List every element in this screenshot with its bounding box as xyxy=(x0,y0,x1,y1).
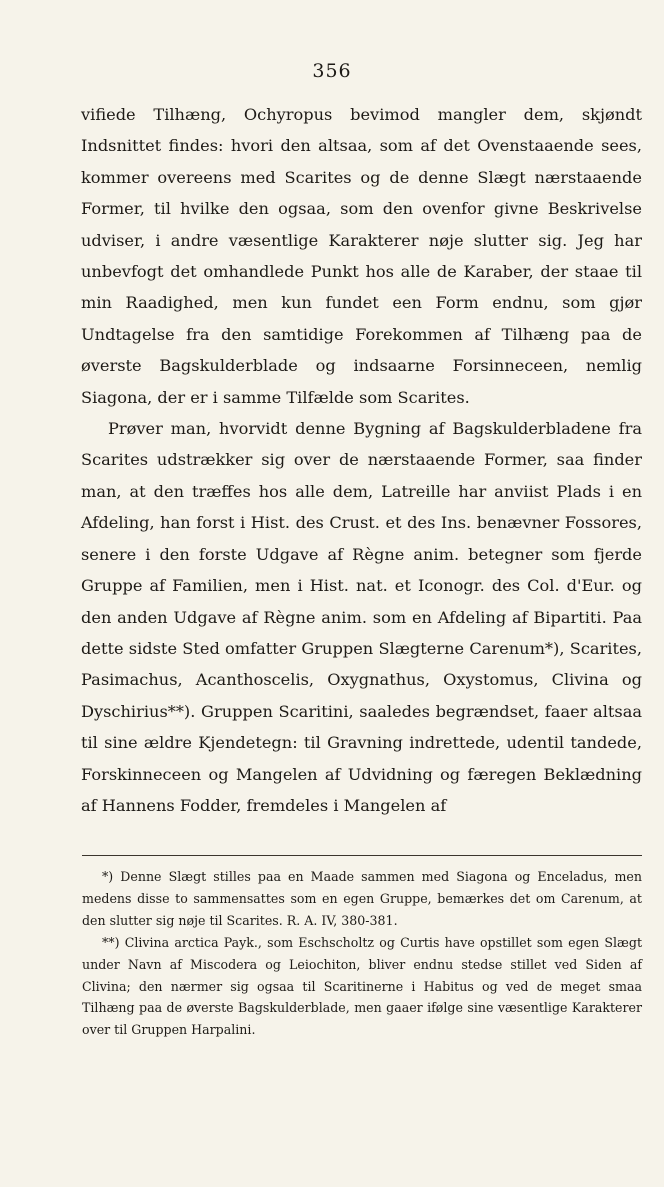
footnote-divider xyxy=(82,855,642,856)
footnotes xyxy=(82,866,642,1041)
body-text xyxy=(81,99,642,821)
paragraph-1: vifiede Tilhæng, Ochyropus bevimod mangler dem, skjøndt Indsnittet findes: hvori den altsaa, som af det Ovenstaaende sees, kommer overeens med Scarites og de denne Slægt nærstaaende Former, til hvilke den ogsaa, som den ovenfor givne Beskrivelse udviser, i andre væsentlige Karakterer nøje slutter sig. Jeg har unbevfogt det omhandlede Punkt hos alle de Karaber, der staae til min Raadighed, men kun fundet een Form endnu, som gjør Undtagelse fra den samtidige Forekommen af Tilhæng paa de øverste Bagskulderblade og indsaarne Forsinneceen, nemlig Siagona, der er i samme Tilfælde som Scarites. xyxy=(81,105,642,407)
paragraph-2: Prøver man, hvorvidt denne Bygning af Bagskulderbladene fra Scarites udstrækker sig over de nærstaaende Former, saa finder man, at den træffes hos alle dem, Latreille har anviist Plads i en Afdeling, han forst i Hist. des Crust. et des Ins. benævner Fossores, senere i den forste Udgave af Règne anim. betegner som fjerde Gruppe af Familien, men i Hist. nat. et Iconogr. des Col. d'Eur. og den anden Udgave af Règne anim. som en Afdeling af Bipartiti. Paa dette sidste Sted omfatter Gruppen Slægterne Carenum*), Scarites, Pasimachus, Acanthoscelis, Oxygnathus, Oxystomus, Clivina og Dyschirius**). Gruppen Scaritini, saaledes begrændset, faaer altsaa til sine ældre Kjendetegn: til Gravning indrettede, udentil tandede, Forskinneceen og Mangelen af Udvidning og færegen Beklædning af Hannens Fodder, fremdeles i Mangelen af xyxy=(81,419,642,815)
footnote-1: *) Denne Slægt stilles paa en Maade sammen med Siagona og Enceladus, men medens disse to sammensattes som en egen Gruppe, bemærkes det om Carenum, at den slutter sig nøje til Scarites. R. A. IV, 380-381. xyxy=(82,869,642,928)
page-number: 356 xyxy=(312,60,352,82)
footnote-2: **) Clivina arctica Payk., som Eschscholtz og Curtis have opstillet som egen Slægt under Navn af Miscodera og Leiochiton, bliver endnu stedse stillet ved Siden af Clivina; den nærmer sig ogsaa til Scaritinerne i Habitus og ved de meget smaa Tilhæng paa de øverste Bagskulderblade, men gaaer ifølge sine væsentlige Karakterer over til Gruppen Harpalini. xyxy=(82,934,642,1038)
